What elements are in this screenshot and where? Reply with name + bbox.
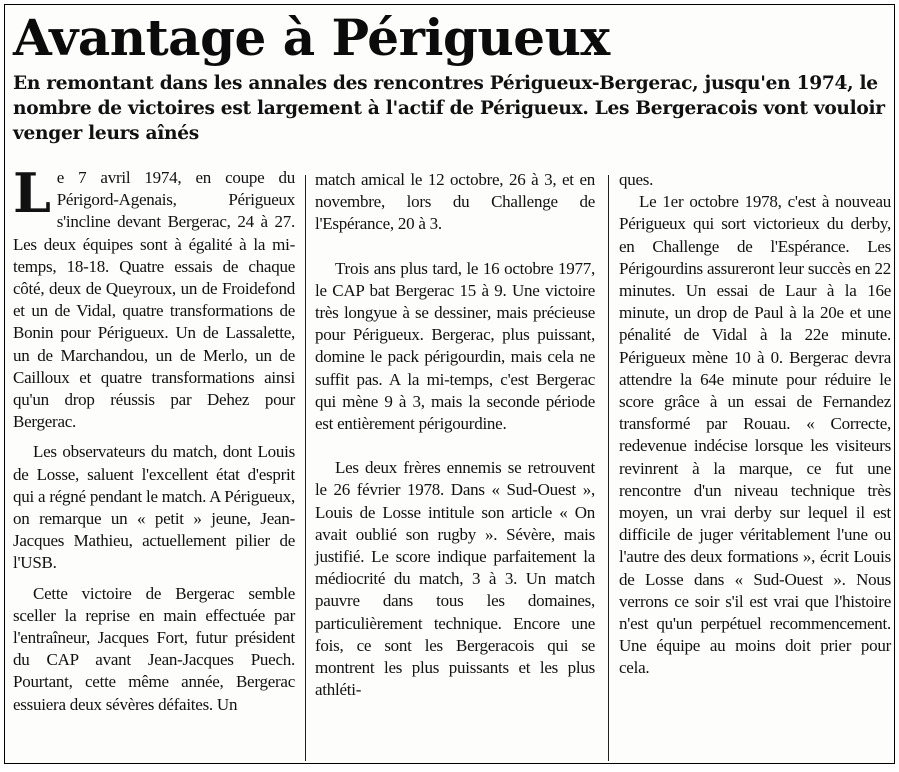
column-rule-2	[608, 175, 609, 761]
column-3	[619, 169, 891, 680]
paragraph-text: e 7 avril 1974, en coupe du Périgord-Agenais, Périgueux s'incline devant Bergerac, 24 à 27. Les deux équipes sont à égalité à la mi-temps, 18-18. Quatre essais de chaque côté, deux de Queyroux, un de Froidefond et un de Vidal, quatre transformations de Bonin pour Périgueux. Un de Lassalette, un de Marchandou, un de Merlo, un de Cailloux et quatre transformations ainsi qu'un drop réussis par Dehez pour Bergerac.	[13, 168, 295, 432]
deck-subtitle: En remontant dans les annales des rencontres Périgueux-Bergerac, jusqu'en 1974, le nombre de victoires est largement à l'actif de Périgueux. Les Bergeracois vont vouloir venger leurs aînés	[13, 73, 885, 144]
paragraph: match amical le 12 octobre, 26 à 3, et en novembre, lors du Challenge de l'Espérance, 20 à 3.	[315, 170, 595, 234]
paragraph: Les deux frères ennemis se retrouvent le 26 février 1978. Dans « Sud-Ouest », Louis de Losse intitule son article « On avait oublié son rugby ». Sévère, mais justifié. Le score indique parfaitement la médiocrité du match, 3 à 3. Un match pauvre dans tous les domaines, particulièrement technique. Encore une fois, ce sont les Bergeracois qui se montrent les plus puissants et les plus athléti-	[315, 458, 595, 700]
column-2	[315, 169, 595, 701]
headline: Avantage à Périgueux	[13, 8, 610, 67]
paragraph: ques.	[619, 170, 654, 189]
paragraph: Les observateurs du match, dont Louis de Losse, saluent l'excellent état d'esprit qui a régné pendant le match. A Périgueux, on remarque un « petit » jeune, Jean-Jacques Mathieu, actuellement pilier de l'USB.	[13, 442, 295, 573]
column-1	[13, 161, 295, 716]
paragraph: Trois ans plus tard, le 16 octobre 1977, le CAP bat Bergerac 15 à 9. Une victoire très longyue à se dessiner, mais précieuse pour Périgueux. Bergerac, plus puissant, domine le pack périgourdin, mais cela ne suffit pas. A la mi-temps, c'est Bergerac qui mène 9 à 3, mais la seconde période est entièrement périgourdine.	[315, 258, 595, 434]
newspaper-clipping	[4, 4, 895, 764]
paragraph: Cette victoire de Bergerac semble sceller la reprise en main effectuée par l'entraîneur, Jacques Fort, futur président du CAP avant Jean-Jacques Puech. Pourtant, cette même année, Bergerac essuiera deux sévères défaites. Un	[13, 583, 295, 714]
drop-cap: L	[13, 161, 51, 225]
paragraph	[13, 161, 295, 433]
paragraph: Le 1er octobre 1978, c'est à nouveau Périgueux qui sort victorieux du derby, en Challenge de l'Espérance. Les Périgourdins assureront leur succès en 22 minutes. Un essai de Laur à la 16e minute, un drop de Paul à la 20e et une pénalité de Vidal à la 22e minute. Périgueux mène 10 à 0. Bergerac devra attendre la 64e minute pour réduire le score grâce à un essai de Fernandez transformé par Rouau. « Correcte, redevenue indécise lorsque les visiteurs revinrent à la marque, ce fut une rencontre d'un niveau technique très moyen, un vrai derby sur lequel il est difficile de juger véritablement l'une ou l'autre des deux formations », écrit Louis de Losse dans « Sud-Ouest ». Nous verrons ce soir s'il est vrai que l'histoire n'est qu'un perpétuel recommencement. Une équipe au moins doit prier pour cela.	[619, 192, 891, 678]
column-rule-1	[305, 175, 306, 761]
